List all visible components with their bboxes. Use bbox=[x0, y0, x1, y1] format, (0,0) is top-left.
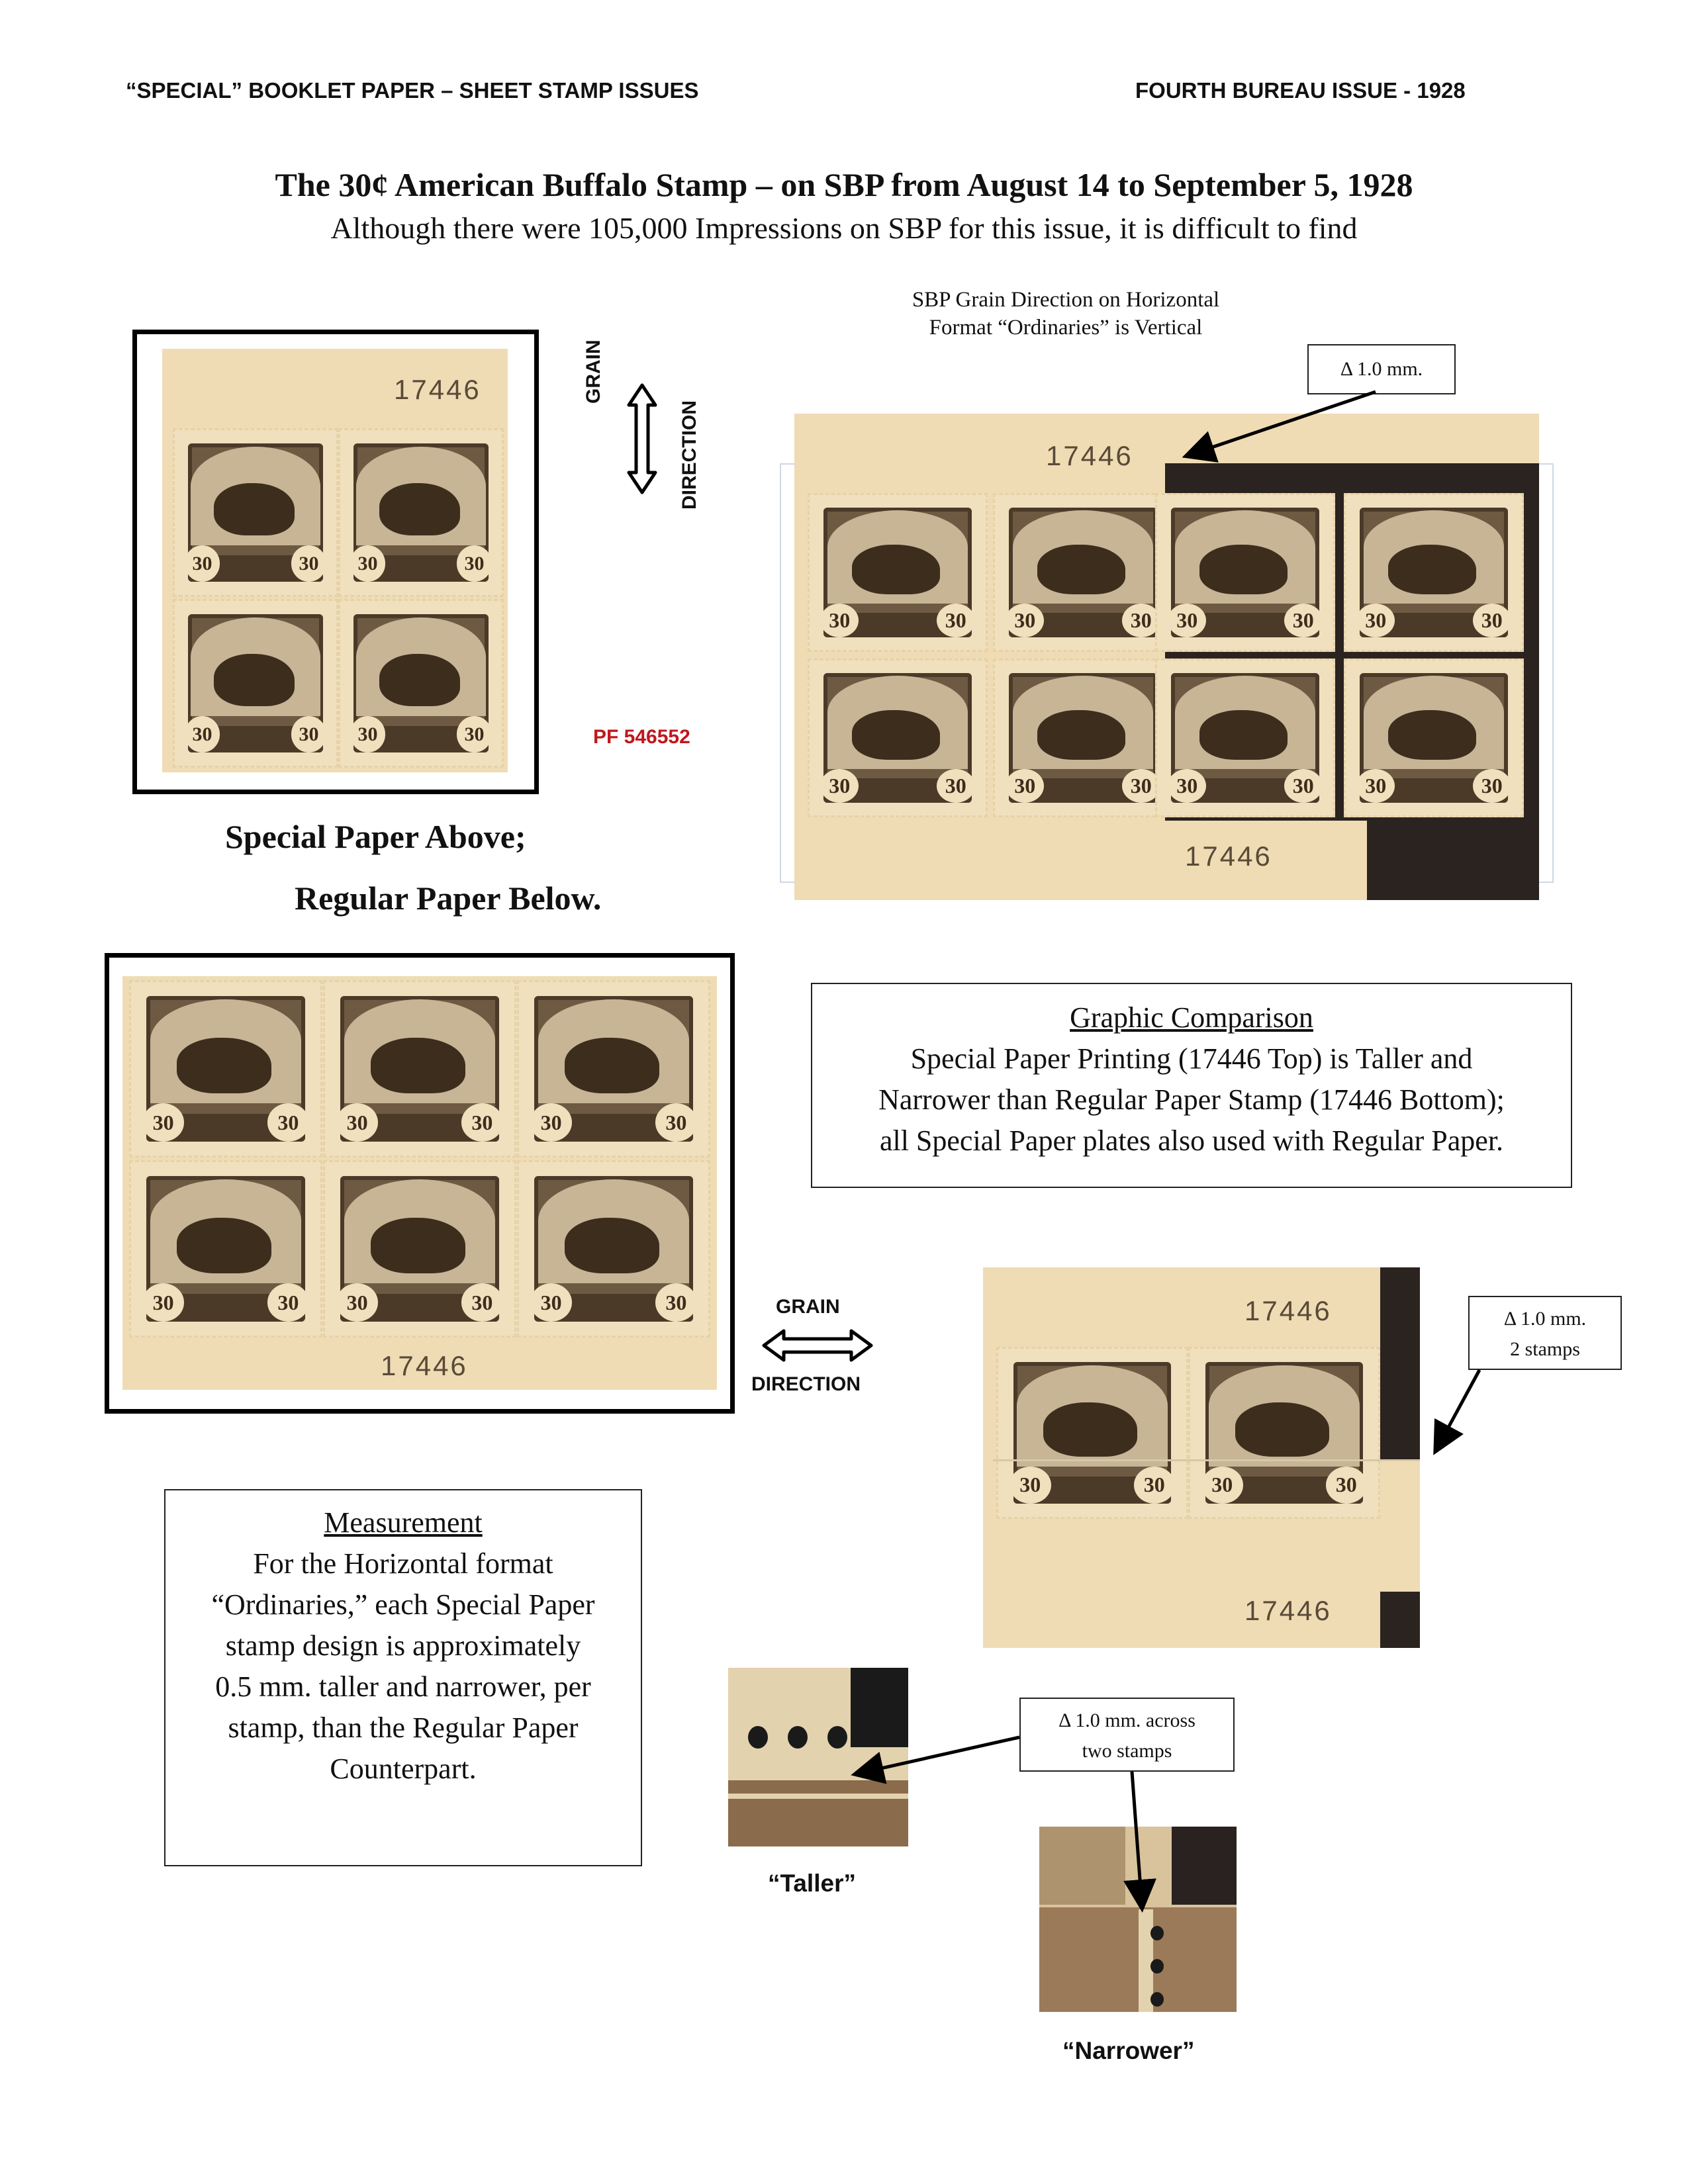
graphic-comparison-line1: Special Paper Printing (17446 Top) is Taller and bbox=[910, 1042, 1473, 1075]
special-paper-block-frame bbox=[132, 330, 539, 794]
measurement-heading: Measurement bbox=[324, 1506, 483, 1539]
plate-number: 17446 bbox=[394, 374, 481, 405]
stamp: 30 30 bbox=[1155, 659, 1335, 817]
stamp: 30 30 bbox=[173, 428, 338, 597]
narrower-closeup-image bbox=[1039, 1827, 1237, 2012]
special-paper-block bbox=[162, 349, 508, 772]
stamp: 30 30 bbox=[1155, 493, 1335, 652]
page-subtitle: Although there were 105,000 Impressions on SBP for this issue, it is difficult to find bbox=[330, 211, 1358, 245]
graphic-comparison-line3: all Special Paper plates also used with Regular Paper. bbox=[879, 1124, 1504, 1157]
stamp: 30 30 bbox=[517, 980, 710, 1158]
stamp: 30 30 bbox=[129, 980, 322, 1158]
header-right: FOURTH BUREAU ISSUE - 1928 bbox=[1135, 78, 1466, 103]
delta-two-stamps-box bbox=[1468, 1296, 1622, 1370]
direction-label-horizontal: DIRECTION bbox=[751, 1373, 861, 1395]
narrower-label: “Narrower” bbox=[1062, 2037, 1195, 2064]
delta-across-line2: two stamps bbox=[1082, 1740, 1172, 1762]
measurement-box bbox=[164, 1489, 642, 1866]
delta-two-stamps-line1: Δ 1.0 mm. bbox=[1503, 1308, 1587, 1330]
stamp: 30 30 bbox=[517, 1160, 710, 1338]
graphic-comparison-box bbox=[811, 983, 1572, 1188]
arrow-icon bbox=[1436, 1370, 1479, 1449]
plate-number-bottom: 17446 bbox=[1185, 841, 1272, 872]
header-left: “SPECIAL” BOOKLET PAPER – SHEET STAMP ISSUES bbox=[126, 78, 699, 103]
grain-note bbox=[841, 286, 1291, 341]
measurement-line1: For the Horizontal format bbox=[253, 1547, 553, 1580]
stamp: 30 30 bbox=[808, 493, 988, 652]
grain-note-line1: SBP Grain Direction on Horizontal bbox=[912, 288, 1220, 312]
page-title: The 30¢ American Buffalo Stamp – on SBP from August 14 to September 5, 1928 bbox=[275, 166, 1413, 203]
delta-two-stamps-line2: 2 stamps bbox=[1510, 1338, 1580, 1360]
measurement-line3: stamp design is approximately bbox=[225, 1629, 581, 1662]
horizontal-double-arrow-icon bbox=[761, 1326, 874, 1365]
measurement-line2: “Ordinaries,” each Special Paper bbox=[211, 1588, 595, 1621]
vertical-double-arrow-icon bbox=[626, 383, 659, 495]
stamp: 30 30 bbox=[993, 493, 1173, 652]
delta-across-line1: Δ 1.0 mm. across bbox=[1058, 1709, 1196, 1731]
stamp: 30 30 bbox=[129, 1160, 322, 1338]
measurement-line4: 0.5 mm. taller and narrower, per bbox=[215, 1670, 591, 1703]
stamp: 30 30 bbox=[996, 1347, 1188, 1519]
caption-regular: Regular Paper Below. bbox=[295, 880, 602, 917]
stamp: 30 30 bbox=[338, 599, 504, 768]
regular-paper-block-frame bbox=[105, 953, 735, 1414]
stamp: 30 30 bbox=[1344, 659, 1524, 817]
stamp: 30 30 bbox=[323, 980, 516, 1158]
graphic-comparison-heading: Graphic Comparison bbox=[1070, 1001, 1313, 1034]
stamp: 30 30 bbox=[1188, 1347, 1380, 1519]
grain-label-vertical: GRAIN bbox=[583, 340, 604, 404]
stamp: 30 30 bbox=[1344, 493, 1524, 652]
taller-label: “Taller” bbox=[768, 1870, 856, 1897]
delta-across-box bbox=[1019, 1698, 1235, 1772]
plate-number: 17446 bbox=[381, 1350, 468, 1381]
measurement-line5: stamp, than the Regular Paper bbox=[228, 1711, 579, 1744]
delta-top-box: Δ 1.0 mm. bbox=[1307, 344, 1456, 394]
plate-number-bottom: 17446 bbox=[1244, 1595, 1332, 1626]
plate-number-top: 17446 bbox=[1046, 440, 1133, 471]
stamp: 30 30 bbox=[993, 659, 1173, 817]
stamp: 30 30 bbox=[338, 428, 504, 597]
measurement-line6: Counterpart. bbox=[330, 1752, 477, 1785]
bottom-comparison-composite bbox=[983, 1267, 1420, 1648]
graphic-comparison-line2: Narrower than Regular Paper Stamp (17446 Bottom); bbox=[878, 1083, 1505, 1116]
pf-certificate: PF 546552 bbox=[593, 726, 690, 748]
taller-closeup-image bbox=[728, 1668, 908, 1846]
grain-label-horizontal: GRAIN bbox=[776, 1296, 840, 1318]
top-comparison-composite bbox=[794, 414, 1539, 900]
stamp: 30 30 bbox=[173, 599, 338, 768]
caption-special: Special Paper Above; bbox=[225, 818, 526, 855]
stamp: 30 30 bbox=[808, 659, 988, 817]
stamp: 30 30 bbox=[323, 1160, 516, 1338]
direction-label-vertical: DIRECTION bbox=[679, 400, 700, 510]
grain-note-line2: Format “Ordinaries” is Vertical bbox=[929, 316, 1203, 340]
plate-number-top: 17446 bbox=[1244, 1295, 1332, 1326]
regular-paper-block bbox=[122, 976, 717, 1390]
